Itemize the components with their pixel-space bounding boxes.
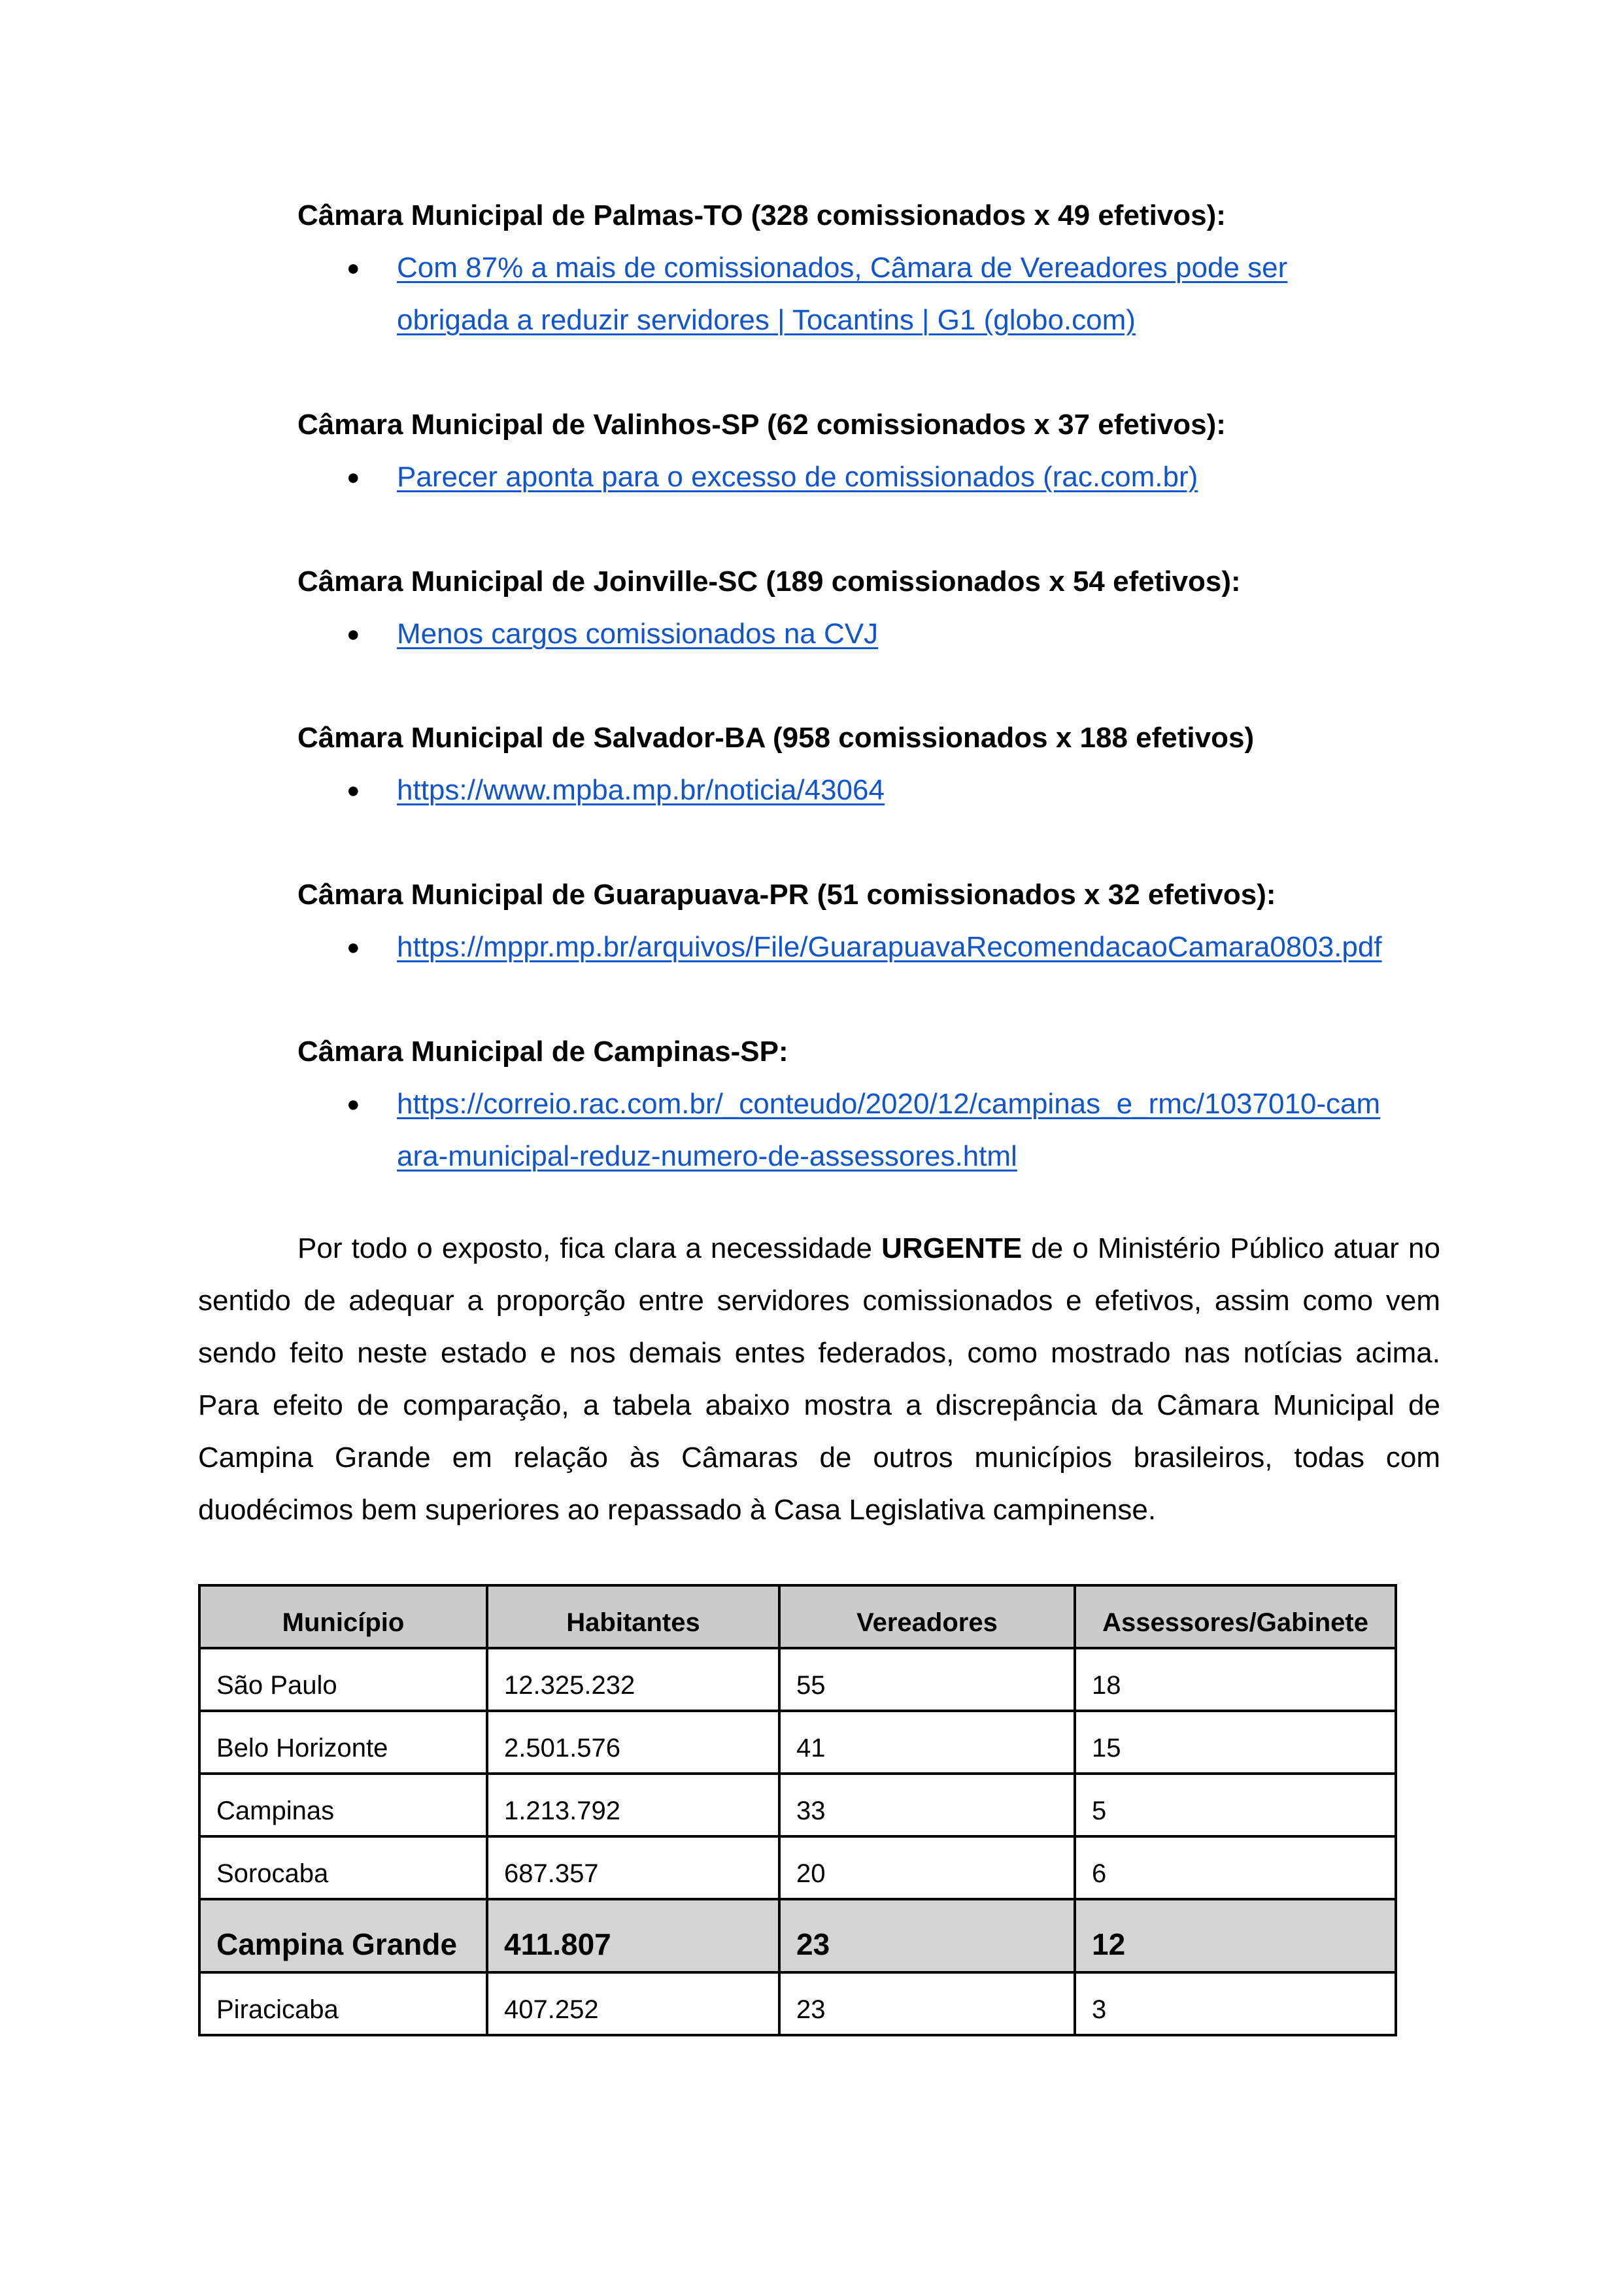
table-cell: Belo Horizonte [199,1711,487,1774]
link-list [297,242,1442,346]
link-list [297,608,1442,660]
bullet-icon: ● [347,935,360,960]
section-guarapuava [297,869,1442,973]
news-link[interactable]: Parecer aponta para o excesso de comissionados (rac.com.br) [397,461,1198,493]
list-item [297,242,1442,346]
list-item [297,921,1442,973]
table-cell: 15 [1075,1711,1396,1774]
section-heading: Câmara Municipal de Joinville-SC (189 comissionados x 54 efetivos): [297,565,1241,598]
table-cell: 2.501.576 [487,1711,779,1774]
list-item [297,451,1442,503]
news-link[interactable]: https://mppr.mp.br/arquivos/File/GuarapuavaRecomendacaoCamara0803.pdf [397,931,1382,963]
comparison-table [198,1584,1397,2036]
table-cell: Sorocaba [199,1836,487,1899]
bullet-icon: ● [347,622,360,647]
table-row-highlighted [199,1899,1396,1972]
column-header: Vereadores [779,1585,1075,1648]
table-cell: 23 [779,1899,1075,1972]
link-list [297,451,1442,503]
table-cell: 5 [1075,1774,1396,1836]
link-line: https://correio.rac.com.br/_conteudo/2020/12/campinas_e_rmc/1037010-cam [397,1088,1381,1120]
table-cell: Campinas [199,1774,487,1836]
section-campinas [297,1026,1442,1183]
table-cell: 33 [779,1774,1075,1836]
section-valinhos [297,399,1442,503]
table-row [199,1774,1396,1836]
column-header: Habitantes [487,1585,779,1648]
table-cell: 411.807 [487,1899,779,1972]
section-heading: Câmara Municipal de Guarapuava-PR (51 comissionados x 32 efetivos): [297,879,1276,911]
link-list [297,1078,1442,1183]
link-line: ara-municipal-reduz-numero-de-assessores.html [397,1140,1017,1172]
table-row [199,1972,1396,2035]
table-cell: 18 [1075,1648,1396,1711]
table-cell: 12.325.232 [487,1648,779,1711]
bullet-icon: ● [347,256,360,280]
table-cell: 1.213.792 [487,1774,779,1836]
table-cell: 55 [779,1648,1075,1711]
column-header: Assessores/Gabinete [1075,1585,1396,1648]
bullet-icon: ● [347,465,360,490]
table-cell: Campina Grande [199,1899,487,1972]
table-cell: 6 [1075,1836,1396,1899]
section-heading: Câmara Municipal de Salvador-BA (958 comissionados x 188 efetivos) [297,722,1255,754]
link-list [297,921,1442,973]
table-cell: 20 [779,1836,1075,1899]
section-palmas [297,190,1442,346]
section-salvador [297,712,1442,817]
section-heading: Câmara Municipal de Campinas-SP: [297,1036,788,1068]
list-item [297,1078,1442,1183]
body-paragraph [198,1223,1440,1536]
section-heading: Câmara Municipal de Valinhos-SP (62 comissionados x 37 efetivos): [297,409,1226,441]
paragraph-text: de o Ministério Público atuar no sentido de adequar a proporção entre servidores comissionados e efetivos, assim como vem sendo feito neste estado e nos demais entes federados, como mostrado nas notícias acima. Para efeito de comparação, a tabela abaixo mostra a discrepância da Câmara Municipal de Campina Grande em relação às Câmaras de outros municípios brasileiros, todas com duodécimos bem superiores ao repassado à Casa Legislativa campinense. [198,1232,1440,1526]
table-row [199,1836,1396,1899]
section-joinville [297,556,1442,660]
table-cell: 687.357 [487,1836,779,1899]
table-cell: 12 [1075,1899,1396,1972]
table-row [199,1648,1396,1711]
table-cell: 41 [779,1711,1075,1774]
section-heading: Câmara Municipal de Palmas-TO (328 comissionados x 49 efetivos): [297,199,1226,231]
news-link[interactable]: Menos cargos comissionados na CVJ [397,618,879,650]
list-item [297,608,1442,660]
news-link-continued[interactable] [397,1140,1017,1172]
column-header: Município [199,1585,487,1648]
table-cell: 407.252 [487,1972,779,2035]
list-item [297,764,1442,817]
link-list [297,764,1442,817]
news-link[interactable]: https://www.mpba.mp.br/noticia/43064 [397,774,885,806]
news-link[interactable] [397,1078,1442,1130]
table-cell: 23 [779,1972,1075,2035]
table-cell: São Paulo [199,1648,487,1711]
table-row [199,1711,1396,1774]
paragraph-text: Por todo o exposto, fica clara a necessidade [297,1232,882,1264]
news-link[interactable] [397,242,1442,294]
bullet-icon: ● [347,778,360,803]
table-cell: 3 [1075,1972,1396,2035]
table-cell: Piracicaba [199,1972,487,2035]
bullet-icon: ● [347,1092,360,1117]
paragraph-emphasis: URGENTE [881,1232,1023,1264]
table-header-row [199,1585,1396,1648]
link-line: Com 87% a mais de comissionados, Câmara de Vereadores pode ser [397,252,1288,284]
news-link-continued[interactable] [397,304,1136,336]
link-line: obrigada a reduzir servidores | Tocantins | G1 (globo.com) [397,304,1136,336]
